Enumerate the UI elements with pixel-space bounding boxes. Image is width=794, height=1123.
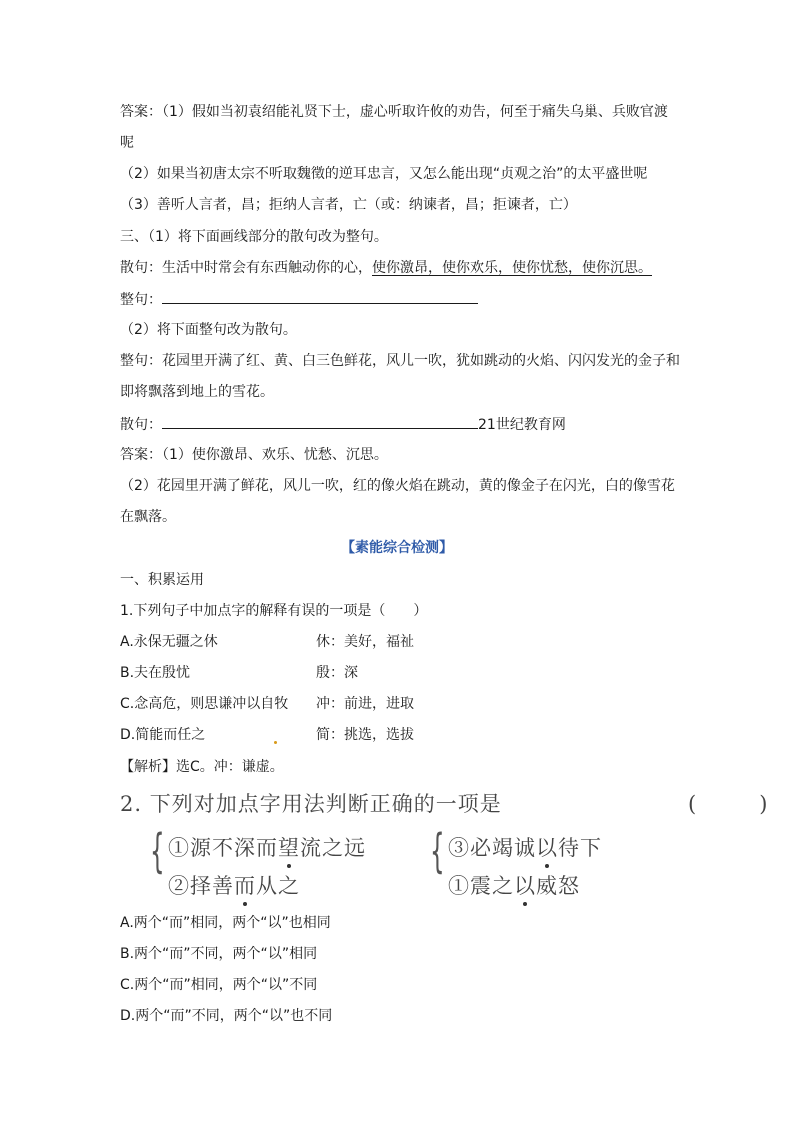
zhengju2-line-2: 即将飘落到地上的雪花。 <box>120 384 274 400</box>
q1-option-c <box>120 694 414 714</box>
q2-left-brace: { <box>150 824 165 878</box>
zhengju-blank[interactable] <box>162 289 478 304</box>
answer-line-1: 答案：（1）假如当初袁绍能礼贤下士，虚心听取许攸的劝告，何至于痛失乌巢、兵败官渡 <box>120 104 668 120</box>
answer-line-1-cont: 呢 <box>120 135 134 151</box>
answer-line-2: （2）如果当初唐太宗不听取魏徵的逆耳忠言，又怎么能出现“贞观之治”的太平盛世呢 <box>120 166 648 182</box>
q1-option-d <box>120 725 414 745</box>
test-title: 【素能综合检测】 <box>341 540 453 556</box>
section3-q2-heading: （2）将下面整句改为散句。 <box>120 322 297 338</box>
sanju-label: 散句： <box>120 260 162 276</box>
q1-option-b-left: B.夫在殷忧 <box>120 665 191 681</box>
zhengju2-line-1 <box>120 351 680 371</box>
q1-option-c-left: C.念高危，则思谦冲以自牧 <box>120 696 289 712</box>
q2-item-4-dotted-char: 以 <box>514 874 536 898</box>
watermark-text: 21世纪教育网 <box>478 417 566 433</box>
q1-option-a <box>120 632 414 652</box>
sanju2-answer-line <box>120 414 566 435</box>
q2-item-3: ③必竭诚以待下 <box>448 836 602 860</box>
q2-option-b: B.两个“而”不同，两个“以”相同 <box>120 946 318 962</box>
q1-option-a-left: A.永保无疆之休 <box>120 634 218 650</box>
sanju2-label: 散句： <box>120 417 162 433</box>
zhengju-label: 整句： <box>120 292 162 308</box>
q2-item-4: ①震之以威怒 <box>448 874 580 898</box>
section3-answer-3: 在飘落。 <box>120 509 176 525</box>
q2-item-1: ①源不深而望流之远 <box>168 836 366 860</box>
q2-option-a: A.两个“而”相同，两个“以”也相同 <box>120 915 331 931</box>
q1-option-c-right: 冲：前进，进取 <box>316 696 414 712</box>
zhengju2-text-1: 花园里开满了红、黄、白三色鲜花，风儿一吹，犹如跳动的火焰、闪闪发光的金子和 <box>162 353 680 369</box>
q1-option-b <box>120 663 358 683</box>
q2-item-3-dotted-char: 以 <box>536 836 558 860</box>
q1-stem: 1.下列句子中加点字的解释有误的一项是（ ） <box>120 603 428 619</box>
q2-stem: 2. 下列对加点字用法判断正确的一项是 <box>120 792 502 816</box>
q2-answer-paren: ( ) <box>688 792 768 816</box>
q1-option-d-right: 简：挑选，选拔 <box>316 727 414 743</box>
sanju-line <box>120 258 652 278</box>
section3-heading: 三、（1）将下面画线部分的散句改为整句。 <box>120 229 388 245</box>
sanju2-blank[interactable] <box>162 414 478 429</box>
sanju-underlined: 使你激昂，使你欢乐，使你忧愁，使你沉思。 <box>372 260 652 276</box>
section3-answer-1: 答案：（1）使你激昂、欢乐、忧愁、沉思。 <box>120 447 388 463</box>
q2-option-d: D.两个“而”不同，两个“以”也不同 <box>120 1008 333 1024</box>
q1-option-a-right: 休：美好，福祉 <box>316 634 414 650</box>
q2-item-2-dotted-char: 而 <box>234 874 256 898</box>
sanju-text: 生活中时常会有东西触动你的心， <box>162 260 372 276</box>
q2-item-1-dotted-char: 望 <box>278 836 300 860</box>
section3-answer-2: （2）花园里开满了鲜花，风儿一吹，红的像火焰在跳动，黄的像金子在闪光，白的像雪花 <box>120 478 675 494</box>
zhengju2-label: 整句： <box>120 353 162 369</box>
q2-option-c: C.两个“而”相同，两个“以”不同 <box>120 977 318 993</box>
q2-right-brace: { <box>430 824 445 878</box>
q1-option-d-left: D.简能而任之 <box>120 727 206 743</box>
zhengju-answer-line <box>120 289 478 310</box>
q1-option-b-right: 殷：深 <box>316 665 358 681</box>
test-section-1: 一、积累运用 <box>120 572 204 588</box>
q2-image-block <box>120 788 770 908</box>
answer-line-3: （3）善听人言者，昌；拒纳人言者，亡（或：纳谏者，昌；拒谏者，亡） <box>120 197 577 213</box>
q2-item-2: ②择善而从之 <box>168 874 300 898</box>
stray-dot-mark <box>274 741 277 744</box>
q1-analysis: 【解析】选C。冲：谦虚。 <box>120 759 284 775</box>
